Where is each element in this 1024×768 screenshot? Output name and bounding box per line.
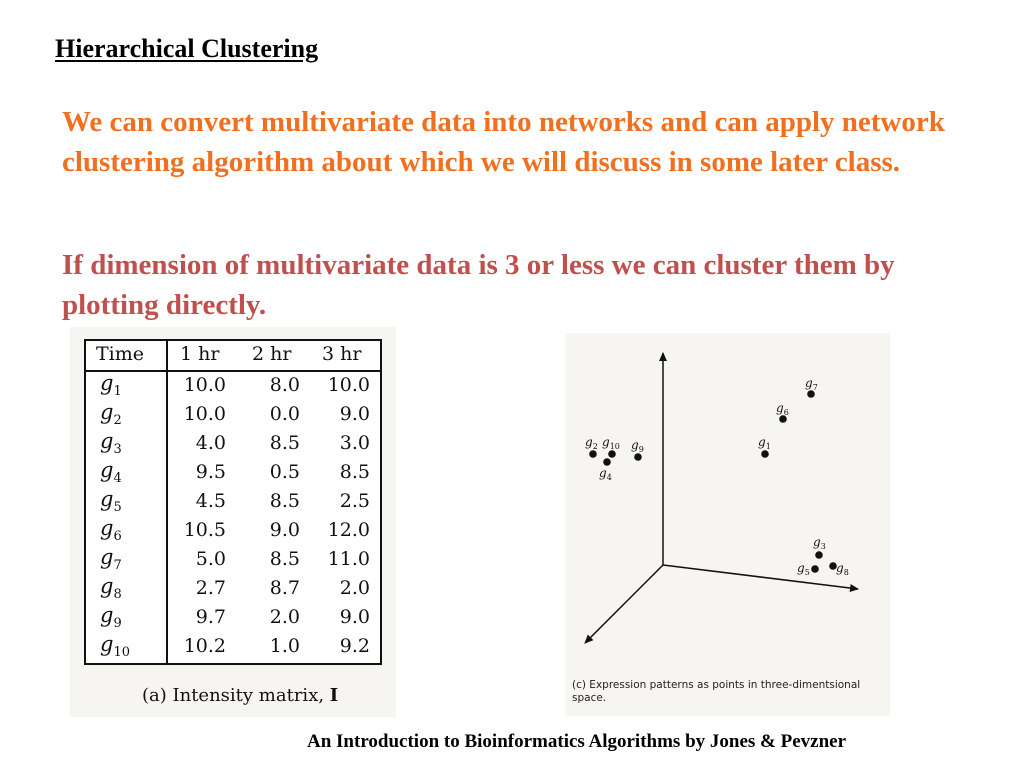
- point-g10: [608, 450, 616, 458]
- gene-symbol: g: [100, 516, 114, 540]
- gene-index: 5: [113, 500, 122, 516]
- intensity-matrix-caption: [142, 685, 338, 706]
- table-cell-3hr: 2.5: [339, 490, 370, 512]
- scatter-points: [585, 376, 849, 577]
- table-cell-1hr: 9.5: [195, 461, 226, 483]
- table-cell-3hr: 8.5: [339, 461, 370, 483]
- table-header-2hr: 2 hr: [252, 343, 292, 365]
- paragraph-plot-directly: If dimension of multivariate data is 3 or less we can cluster them by plotting directly.: [62, 249, 895, 321]
- table-gene-label: [100, 545, 122, 573]
- intensity-matrix-figure: [70, 327, 396, 717]
- paragraph-network-clustering: We can convert multivariate data into networks and can apply network clustering algorithm about which we will discuss in some later class.: [62, 106, 945, 178]
- table-header-1hr: 1 hr: [180, 343, 220, 365]
- table-cell-3hr: 9.0: [339, 403, 370, 425]
- table-cell-3hr: 9.2: [339, 635, 370, 657]
- point-label-g6: $g_6$: [776, 401, 789, 417]
- table-cell-2hr: 1.0: [269, 635, 300, 657]
- gene-symbol: g: [100, 371, 114, 395]
- table-cell-3hr: 12.0: [327, 519, 370, 541]
- gene-symbol: g: [100, 487, 114, 511]
- point-label-g3: $g_3$: [813, 535, 826, 551]
- scatter-3d-caption: (c) Expression patterns as points in three-dimentsional space.: [572, 679, 861, 704]
- table-header-3hr: 3 hr: [322, 343, 362, 365]
- table-cell-2hr: 8.7: [269, 577, 300, 599]
- table-cell-2hr: 0.0: [269, 403, 300, 425]
- gene-index: 7: [113, 558, 122, 574]
- point-label-g4: $g_4$: [599, 466, 612, 482]
- table-cell-1hr: 2.7: [195, 577, 226, 599]
- table-gene-label: [100, 458, 122, 486]
- slide-title: Hierarchical Clustering: [55, 34, 319, 63]
- axis-depth: [585, 565, 663, 643]
- caption-symbol: I: [329, 685, 339, 706]
- table-cell-2hr: 2.0: [269, 606, 300, 628]
- gene-symbol: g: [100, 603, 114, 627]
- table-cell-2hr: 8.5: [269, 490, 300, 512]
- table-cell-2hr: 0.5: [269, 461, 300, 483]
- footer-citation: An Introduction to Bioinformatics Algorithms by Jones & Pevzner: [307, 731, 847, 752]
- point-label-g5: $g_5$: [797, 561, 810, 577]
- table-gene-label: [100, 400, 122, 428]
- gene-index: 1: [113, 384, 122, 400]
- table-gene-column-divider: [166, 341, 168, 663]
- table-cell-3hr: 2.0: [339, 577, 370, 599]
- point-label-g9: $g_9$: [631, 438, 644, 454]
- table-header-time: Time: [96, 343, 145, 365]
- point-g9: [634, 453, 642, 461]
- gene-index: 10: [113, 645, 130, 661]
- scatter-3d-plot: [565, 333, 890, 678]
- gene-index: 6: [113, 529, 122, 545]
- table-gene-label: [100, 487, 122, 515]
- point-g5: [811, 565, 819, 573]
- table-cell-1hr: 4.5: [195, 490, 226, 512]
- point-g2: [589, 450, 597, 458]
- table-cell-1hr: 10.0: [183, 403, 226, 425]
- table-cell-2hr: 8.5: [269, 548, 300, 570]
- gene-symbol: g: [100, 545, 114, 569]
- table-cell-2hr: 8.0: [269, 374, 300, 396]
- point-g3: [815, 551, 823, 559]
- table-cell-3hr: 9.0: [339, 606, 370, 628]
- point-label-g7: $g_7$: [805, 376, 818, 392]
- gene-symbol: g: [100, 400, 114, 424]
- gene-index: 4: [113, 471, 122, 487]
- intensity-matrix-table: [84, 339, 382, 665]
- point-g1: [761, 450, 769, 458]
- table-cell-1hr: 10.0: [183, 374, 226, 396]
- table-cell-3hr: 3.0: [339, 432, 370, 454]
- gene-symbol: g: [100, 429, 114, 453]
- point-label-g8: $g_8$: [836, 561, 849, 577]
- table-cell-1hr: 10.5: [183, 519, 226, 541]
- gene-symbol: g: [100, 574, 114, 598]
- table-cell-1hr: 4.0: [195, 432, 226, 454]
- axis-horizontal: [663, 565, 858, 589]
- caption-text: (a) Intensity matrix,: [142, 685, 330, 706]
- table-gene-label: [100, 632, 130, 660]
- table-gene-label: [100, 516, 122, 544]
- point-label-g10: $g_{10}$: [602, 435, 620, 451]
- table-cell-2hr: 9.0: [269, 519, 300, 541]
- scatter-3d-figure: [565, 333, 890, 716]
- table-cell-3hr: 10.0: [327, 374, 370, 396]
- table-cell-1hr: 10.2: [183, 635, 226, 657]
- gene-index: 3: [113, 442, 122, 458]
- table-cell-3hr: 11.0: [327, 548, 370, 570]
- gene-index: 2: [113, 413, 122, 429]
- point-g4: [603, 458, 611, 466]
- gene-symbol: g: [100, 458, 114, 482]
- gene-index: 9: [113, 616, 122, 632]
- table-gene-label: [100, 429, 122, 457]
- table-cell-1hr: 5.0: [195, 548, 226, 570]
- table-cell-1hr: 9.7: [195, 606, 226, 628]
- table-gene-label: [100, 371, 122, 399]
- table-gene-label: [100, 603, 122, 631]
- table-gene-label: [100, 574, 122, 602]
- gene-index: 8: [113, 587, 122, 603]
- point-label-g1: $g_1$: [758, 435, 771, 451]
- table-cell-2hr: 8.5: [269, 432, 300, 454]
- point-label-g2: $g_2$: [585, 435, 598, 451]
- gene-symbol: g: [100, 632, 114, 656]
- table-header-divider: [86, 370, 380, 372]
